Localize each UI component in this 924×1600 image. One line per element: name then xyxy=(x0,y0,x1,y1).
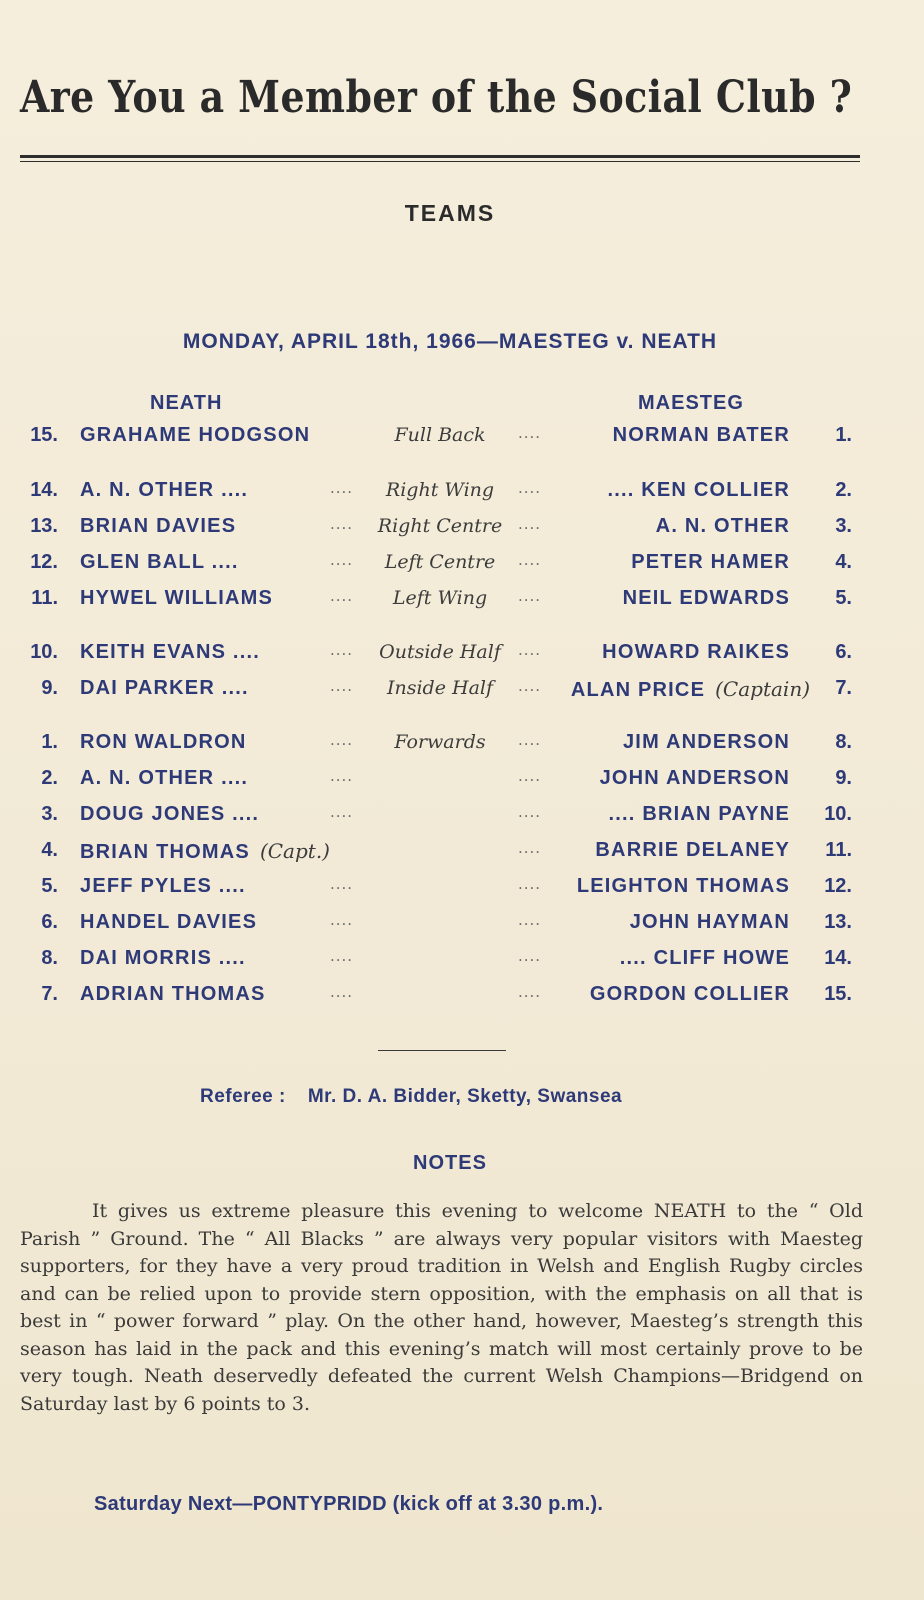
maesteg-player-name-text: ALAN PRICE xyxy=(570,679,706,701)
maesteg-player-name-text: NEIL EDWARDS xyxy=(622,587,790,609)
maesteg-shirt-number: 4. xyxy=(835,551,852,573)
player-row xyxy=(0,911,900,941)
maesteg-player-name-text: PETER HAMER xyxy=(631,551,790,573)
captain-note: (Capt.) xyxy=(259,839,330,863)
maesteg-shirt-number: 9. xyxy=(835,767,852,789)
neath-shirt-number: 3. xyxy=(41,803,58,825)
neath-shirt-number: 6. xyxy=(41,911,58,933)
maesteg-shirt-number: 7. xyxy=(835,677,852,699)
player-row xyxy=(0,551,900,581)
maesteg-shirt-number: 10. xyxy=(824,803,852,825)
maesteg-player-name-text: LEIGHTON THOMAS xyxy=(576,875,790,897)
maesteg-player-name xyxy=(631,551,790,574)
neath-player-name: BRIAN DAVIES xyxy=(80,515,237,537)
leader-dots: .... xyxy=(518,551,542,569)
maesteg-player-name-text: BARRIE DELANEY xyxy=(595,839,790,861)
leader-dots: .... xyxy=(330,479,354,497)
maesteg-player-name-text: NORMAN BATER xyxy=(612,424,790,446)
neath-shirt-number: 14. xyxy=(30,479,58,501)
maesteg-player-name xyxy=(571,677,810,702)
leader-dots: .... xyxy=(330,947,354,965)
neath-shirt-number: 11. xyxy=(31,587,58,609)
position-label: Right Centre xyxy=(377,515,503,537)
maesteg-player-name-text: GORDON COLLIER xyxy=(589,983,790,1005)
maesteg-shirt-number: 3. xyxy=(835,515,852,537)
neath-player-name: A. N. OTHER .... xyxy=(80,767,249,789)
leader-dots: .... xyxy=(330,911,354,929)
maesteg-shirt-number: 14. xyxy=(824,947,852,969)
maesteg-player-name xyxy=(613,424,790,447)
player-row xyxy=(0,677,900,707)
leader-dots: .... xyxy=(330,767,354,785)
leader-dots: .... xyxy=(518,677,542,695)
maesteg-player-name xyxy=(590,983,790,1006)
neath-player-name: DAI PARKER .... xyxy=(80,677,249,699)
maesteg-player-name-text: .... KEN COLLIER xyxy=(607,479,790,501)
leader-dots: .... xyxy=(330,983,354,1001)
neath-player-name: A. N. OTHER .... xyxy=(80,479,249,501)
match-line: MONDAY, APRIL 18th, 1966—MAESTEG v. NEATH xyxy=(182,330,718,353)
neath-shirt-number: 12. xyxy=(30,551,58,573)
neath-player-name: DOUG JONES .... xyxy=(80,803,260,825)
neath-player-name: GRAHAME HODGSON xyxy=(80,424,311,446)
neath-player-name: ADRIAN THOMAS xyxy=(80,983,266,1005)
referee-line xyxy=(200,1086,622,1108)
maesteg-column-heading: MAESTEG xyxy=(638,392,744,414)
player-row xyxy=(0,424,900,454)
maesteg-player-name-text: .... BRIAN PAYNE xyxy=(608,803,790,825)
player-row xyxy=(0,947,900,977)
leader-dots: .... xyxy=(518,424,542,442)
maesteg-player-name-text: HOWARD RAIKES xyxy=(602,641,790,663)
leader-dots: .... xyxy=(518,479,542,497)
neath-player-name: GLEN BALL .... xyxy=(80,551,239,573)
leader-dots: .... xyxy=(518,947,542,965)
maesteg-player-name xyxy=(600,767,790,790)
neath-shirt-number: 15. xyxy=(30,424,58,446)
referee-label: Referee : xyxy=(200,1086,286,1107)
maesteg-player-name xyxy=(607,479,790,502)
notes-paragraph: It gives us extreme pleasure this evening to welcome NEATH to the “ Old Parish ” Ground. The “ All Blacks ” are always very popular visitors with Maesteg supporters, for they have a very proud tradition in Welsh and English Rugby circles and can be relied upon to provide stern opposition, with the emphasis on all that is best in “ power forward ” play. On the other hand, however, Maesteg’s strength this season has laid in the pack and this evening’s match will most certainly prove to be very tough. Neath deservedly defeated the current Welsh Champions—Bridgend on Saturday last by 6 points to 3. xyxy=(20,1200,863,1415)
player-row xyxy=(0,839,900,869)
leader-dots: .... xyxy=(330,731,354,749)
neath-shirt-number: 5. xyxy=(41,875,58,897)
maesteg-player-name xyxy=(577,875,790,898)
leader-dots: .... xyxy=(518,515,542,533)
neath-shirt-number: 1. xyxy=(41,731,58,753)
maesteg-player-name-text: .... CLIFF HOWE xyxy=(619,947,790,969)
double-rule-top xyxy=(20,155,860,158)
divider xyxy=(378,1050,506,1051)
leader-dots: .... xyxy=(330,587,354,605)
maesteg-player-name-text: A. N. OTHER xyxy=(655,515,790,537)
teams-heading: TEAMS xyxy=(404,200,496,226)
maesteg-player-name xyxy=(620,947,790,970)
leader-dots: .... xyxy=(518,839,542,857)
maesteg-player-name xyxy=(623,587,790,610)
leader-dots: .... xyxy=(330,641,354,659)
maesteg-player-name xyxy=(623,731,790,754)
neath-player-name: JEFF PYLES .... xyxy=(80,875,246,897)
position-label: Outside Half xyxy=(379,641,501,663)
neath-shirt-number: 2. xyxy=(41,767,58,789)
player-row xyxy=(0,641,900,671)
headline: Are You a Member of the Social Club ? xyxy=(20,72,853,123)
neath-column-heading: NEATH xyxy=(150,392,223,414)
player-row xyxy=(0,875,900,905)
neath-shirt-number: 8. xyxy=(41,947,58,969)
neath-player-name-text: BRIAN THOMAS xyxy=(80,841,250,863)
maesteg-shirt-number: 15. xyxy=(824,983,852,1005)
leader-dots: .... xyxy=(518,641,542,659)
leader-dots: .... xyxy=(330,515,354,533)
player-row xyxy=(0,731,900,761)
player-row xyxy=(0,587,900,617)
leader-dots: .... xyxy=(518,587,542,605)
maesteg-player-name-text: JOHN HAYMAN xyxy=(629,911,790,933)
double-rule-bottom xyxy=(20,161,860,162)
maesteg-player-name xyxy=(609,803,790,826)
neath-player-name xyxy=(80,839,330,864)
neath-player-name: HYWEL WILLIAMS xyxy=(80,587,274,609)
referee-name: Mr. D. A. Bidder, Sketty, Swansea xyxy=(307,1086,623,1107)
next-fixture: Saturday Next—PONTYPRIDD (kick off at 3.30 p.m.). xyxy=(94,1493,604,1515)
leader-dots: .... xyxy=(518,911,542,929)
position-label: Inside Half xyxy=(386,677,494,699)
maesteg-shirt-number: 11. xyxy=(825,839,852,861)
neath-player-name: HANDEL DAVIES xyxy=(80,911,258,933)
neath-shirt-number: 10. xyxy=(30,641,58,663)
maesteg-player-name xyxy=(630,911,790,934)
player-row xyxy=(0,479,900,509)
maesteg-shirt-number: 6. xyxy=(835,641,852,663)
maesteg-player-name xyxy=(656,515,790,538)
leader-dots: .... xyxy=(518,803,542,821)
neath-shirt-number: 7. xyxy=(41,983,58,1005)
neath-player-name: RON WALDRON xyxy=(80,731,247,753)
maesteg-shirt-number: 8. xyxy=(835,731,852,753)
maesteg-shirt-number: 12. xyxy=(824,875,852,897)
maesteg-shirt-number: 5. xyxy=(835,587,852,609)
leader-dots: .... xyxy=(518,731,542,749)
neath-player-name: KEITH EVANS .... xyxy=(80,641,260,663)
position-label: Left Wing xyxy=(392,587,488,609)
position-label: Right Wing xyxy=(385,479,495,501)
maesteg-player-name-text: JOHN ANDERSON xyxy=(599,767,790,789)
position-label: Left Centre xyxy=(384,551,496,573)
neath-shirt-number: 4. xyxy=(41,839,58,861)
leader-dots: .... xyxy=(330,551,354,569)
maesteg-shirt-number: 2. xyxy=(835,479,852,501)
player-row xyxy=(0,767,900,797)
leader-dots: .... xyxy=(518,983,542,1001)
maesteg-player-name xyxy=(595,839,790,862)
player-row xyxy=(0,803,900,833)
neath-shirt-number: 13. xyxy=(30,515,58,537)
leader-dots: .... xyxy=(518,767,542,785)
leader-dots: .... xyxy=(330,803,354,821)
maesteg-shirt-number: 13. xyxy=(824,911,852,933)
leader-dots: .... xyxy=(518,875,542,893)
neath-player-name: DAI MORRIS .... xyxy=(80,947,246,969)
leader-dots: .... xyxy=(330,875,354,893)
player-row xyxy=(0,983,900,1013)
leader-dots: .... xyxy=(330,677,354,695)
captain-note: (Captain) xyxy=(715,677,810,701)
maesteg-player-name-text: JIM ANDERSON xyxy=(622,731,790,753)
maesteg-player-name xyxy=(602,641,790,664)
player-row xyxy=(0,515,900,545)
position-label: Full Back xyxy=(394,424,486,446)
position-label: Forwards xyxy=(394,731,486,753)
maesteg-shirt-number: 1. xyxy=(835,424,852,446)
notes-heading: NOTES xyxy=(413,1152,487,1174)
neath-shirt-number: 9. xyxy=(41,677,58,699)
